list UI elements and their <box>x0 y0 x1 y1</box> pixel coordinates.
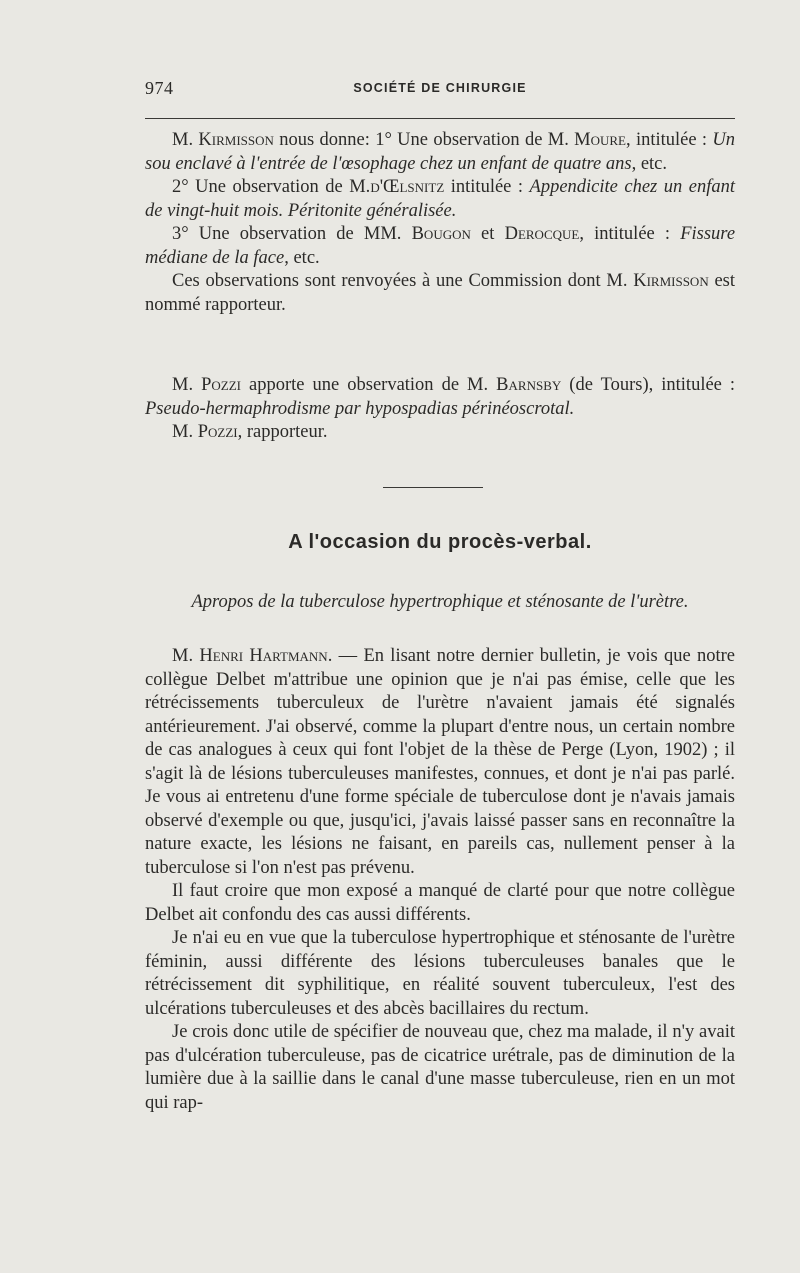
author-name: Barnsby <box>496 375 562 395</box>
section-divider <box>383 487 483 488</box>
article-paragraph: Je crois donc utile de spécifier de nouveau que, chez ma malade, il n'y avait pas d'ulcération tuberculeuse, pas de cicatrice urétrale, pas de diminution de la lumière due à la saillie dans le canal d'une masse tuberculeuse, rien en un mot qui rap- <box>145 1022 735 1113</box>
section-title: A l'occasion du procès-verbal. <box>288 531 592 553</box>
page-header <box>145 78 735 102</box>
paragraph-bougon: 3° Une observation de MM. Bougon et Derocque, intitulée : Fissure médiane de la face, etc. <box>145 224 736 268</box>
article-paragraph: M. Henri Hartmann. — En lisant notre dernier bulletin, je vois que notre collègue Delbet m'attribue une opinion que je n'ai pas émise, celle que les rétrécissements tuberculeux de l'urètre n'avaient jamais été signalés antérieurement. J'ai observé, comme la plupart d'entre nous, un certain nombre de cas analogues à ceux qui font l'objet de la thèse de Perge (Lyon, 1902) ; il s'agit là de lésions tuberculeuses manifestes, connues, et dont je n'ai pas parlé. Je vous ai entretenu d'une forme spéciale de tuberculose dont je n'avais jamais observé d'exemple ou que, jusqu'ici, j'avais laissé passer sans en reconnaître la nature exacte, les lésions ne faisant, en pareils cas, nullement penser à la tuberculose si l'on n'est pas prévenu. <box>145 646 735 878</box>
observation-title: Un sou enclavé à l'entrée de l'œsophage chez un enfant de quatre ans <box>145 130 735 174</box>
author-name: Kirmisson <box>198 130 274 150</box>
header-rule <box>145 118 735 119</box>
observation-title: Appendicite chez un enfant de vingt-huit mois. Péritonite généralisée. <box>145 177 735 221</box>
author-name: Moure <box>574 130 626 150</box>
author-name: Pozzi <box>201 375 241 395</box>
page-number: 974 <box>145 78 174 98</box>
article-paragraph: Il faut croire que mon exposé a manqué de clarté pour que notre collègue Delbet ait confondu des cas aussi différents. <box>145 881 735 925</box>
pozzi-block <box>145 374 735 445</box>
author-name: d'Œlsnitz <box>370 177 445 197</box>
paragraph-commission: Ces observations sont renvoyées à une Commission dont M. Kirmisson est nommé rapporteur. <box>145 271 736 315</box>
observation-title: Pseudo-hermaphrodisme par hypospadias périnéoscrotal. <box>145 398 575 419</box>
running-head: SOCIÉTÉ DE CHIRURGIE <box>353 81 527 95</box>
section-subtitle: Apropos de la tuberculose hypertrophique et sténosante de l'urètre. <box>191 592 689 612</box>
article-body <box>145 645 735 1115</box>
article-paragraph: Je n'ai eu en vue que la tuberculose hypertrophique et sténosante de l'urètre féminin, aussi différente des lésions tuberculeuses banales que le rétrécissement dit syphilitique, en réalité souvent tuberculeux, l'est des ulcérations tuberculeuses et des abcès bacillaires du rectum. <box>145 928 735 1019</box>
announcements-block <box>145 129 735 317</box>
observation-title: Fissure médiane de la face <box>145 224 736 268</box>
author-name: Bougon <box>411 224 471 244</box>
author-name: Derocque <box>504 224 580 244</box>
paragraph-kirmisson: M. Kirmisson nous donne: 1° Une observation de M. Moure, intitulée : Un sou enclavé à l'entrée de l'œsophage chez un enfant de quatre ans, etc. <box>145 130 735 174</box>
paragraph-pozzi-rapporteur: M. Pozzi, rapporteur. <box>172 422 328 442</box>
author-name: Kirmisson <box>633 271 709 291</box>
paragraph-pozzi: M. Pozzi apporte une observation de M. Barnsby (de Tours), intitulée : Pseudo-hermaphrodisme par hypospadias périnéoscrotal. <box>145 375 736 419</box>
author-name: Pozzi <box>197 422 238 442</box>
paragraph-oelsnitz: 2° Une observation de M.d'Œlsnitz intitulée : Appendicite chez un enfant de vingt-huit mois. Péritonite généralisée. <box>145 177 735 221</box>
author-name: Henri Hartmann <box>199 646 328 666</box>
